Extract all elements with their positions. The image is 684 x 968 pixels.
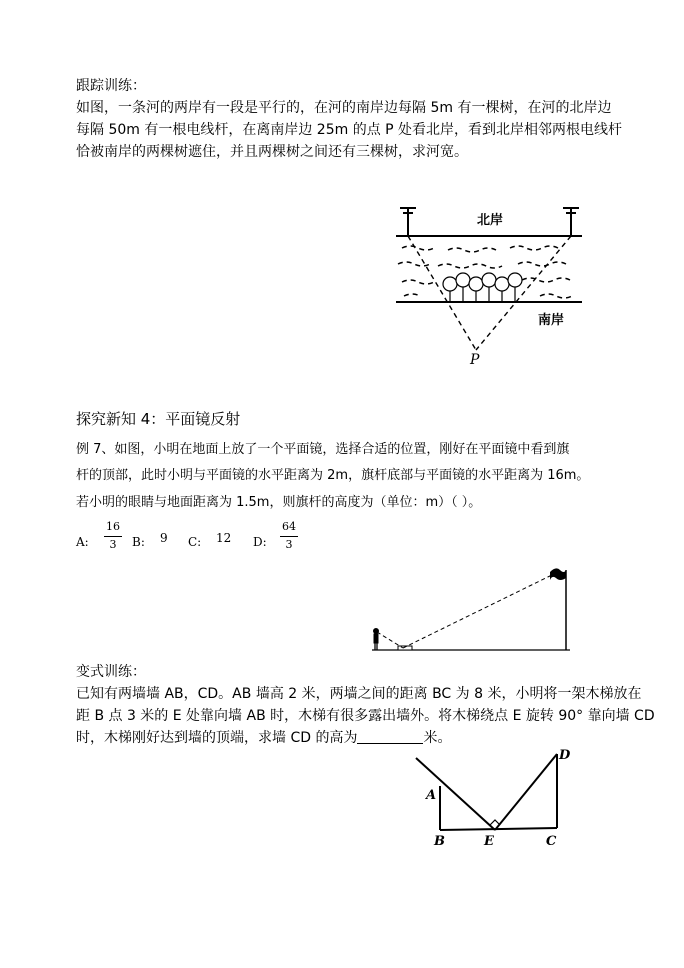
option-d-fraction [280, 521, 298, 551]
section3-line-2: 距 B 点 3 米的 E 处靠向墙 AB 时，木梯有很多露出墙外。将木梯绕点 E 旋转 90° 靠向墙 CD [76, 708, 655, 724]
point-p-label: P [470, 352, 480, 368]
south-bank-label: 南岸 [538, 313, 565, 328]
option-b-label: B: [132, 535, 145, 549]
option-a-fraction [104, 521, 122, 551]
label-b: B [434, 834, 445, 849]
label-e: E [484, 834, 494, 849]
trees [443, 273, 522, 302]
walls-figure [412, 746, 582, 852]
right-pole [563, 208, 579, 236]
north-bank-label: 北岸 [476, 213, 504, 228]
option-d-label: D: [253, 535, 267, 549]
answer-blank [357, 729, 423, 744]
label-d: D [559, 748, 571, 763]
water-waves [398, 246, 572, 298]
person-figure [374, 629, 379, 651]
section1-line-2: 每隔 50m 有一根电线杆，在离南岸边 25m 的点 P 处看北岸，看到北岸相邻两根电线杆 [76, 122, 623, 138]
river-figure [390, 198, 590, 370]
ground-bc [440, 828, 557, 830]
section3-line-3-before: 时，木梯刚好达到墙的顶端，求墙 CD 的高为 [76, 730, 358, 746]
section2-line-1: 例 7、如图，小明在地面上放了一个平面镜，选择合适的位置，刚好在平面镜中看到旗 [76, 442, 570, 457]
option-c-label: C: [188, 535, 202, 549]
label-a: A [426, 788, 437, 803]
label-c: C [546, 834, 557, 849]
walls-lines [416, 754, 557, 830]
flag [550, 568, 566, 580]
section2-heading: 探究新知 4：平面镜反射 [76, 410, 241, 428]
section3-line-3-after: 米。 [423, 730, 452, 746]
option-a-numerator: 16 [106, 520, 120, 533]
right-angle-mark [490, 820, 500, 825]
section1-heading: 跟踪训练： [76, 78, 146, 94]
mirror-figure [360, 560, 576, 654]
option-a-denominator: 3 [109, 538, 117, 551]
option-c-value: 12 [216, 531, 232, 545]
section1-line-1: 如图，一条河的两岸有一段是平行的，在河的南岸边每隔 5m 有一棵树，在河的北岸边 [76, 100, 612, 116]
section2-line-3: 若小明的眼睛与地面距离为 1.5m，则旗杆的高度为（单位：m）（ ）。 [76, 495, 482, 510]
section3-line-3 [76, 727, 451, 749]
option-a-label: A: [76, 535, 89, 549]
option-d-numerator: 64 [282, 520, 296, 533]
option-d-denominator: 3 [285, 538, 293, 551]
section3-line-1: 已知有两墙墙 AB，CD。AB 墙高 2 米，两墙之间的距离 BC 为 8 米，小明将一架木梯放在 [76, 686, 642, 702]
section2-line-2: 杆的顶部，此时小明与平面镜的水平距离为 2m，旗杆底部与平面镜的水平距离为 16m。 [76, 468, 590, 483]
section3-heading: 变式训练： [76, 664, 146, 680]
option-b-value: 9 [160, 531, 168, 545]
light-path [377, 573, 556, 648]
section1-line-3: 恰被南岸的两棵树遮住，并且两棵树之间还有三棵树，求河宽。 [76, 144, 468, 160]
ladder-right [495, 754, 557, 830]
left-pole [400, 208, 416, 236]
